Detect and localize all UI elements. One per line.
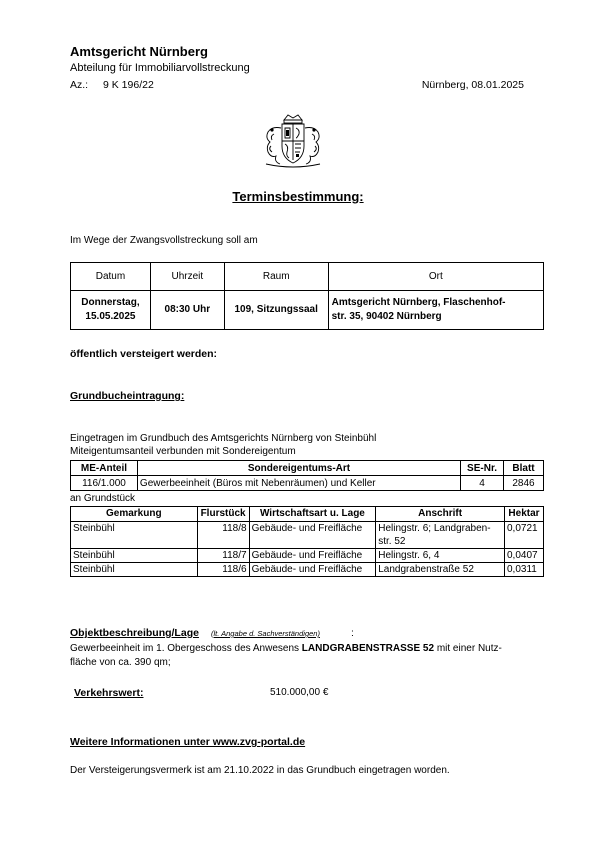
document-title: Terminsbestimmung: [232, 189, 364, 204]
header-district: Gemarkung [71, 507, 198, 522]
header-unit-number: SE-Nr. [461, 461, 504, 476]
object-description-suffix: mit einer Nutz- [434, 643, 502, 654]
table-row [71, 263, 544, 291]
appointment-weekday: Donnerstag, [81, 297, 140, 308]
table-row [71, 461, 544, 476]
market-value: 510.000,00 € [270, 687, 329, 698]
object-address: LANDGRABENSTRASSE 52 [301, 643, 435, 654]
unit-number-value: 4 [461, 476, 504, 491]
department-name: Abteilung für Immobiliarvollstreckung [70, 62, 250, 74]
object-description-line2: fläche von ca. 390 qm; [70, 657, 171, 668]
auction-text: öffentlich versteigert werden: [70, 348, 218, 360]
appointment-place [328, 291, 543, 330]
header-address: Anschrift [376, 507, 505, 522]
land-use-cell: Gebäude- und Freifläche [249, 563, 376, 577]
appointment-room: 109, Sitzungssaal [224, 291, 328, 330]
header-parcel: Flurstück [197, 507, 249, 522]
district-cell: Steinbühl [71, 549, 198, 563]
market-value-label: Verkehrswert: [74, 687, 144, 699]
parcel-table [70, 506, 544, 577]
header-hectare: Hektar [504, 507, 543, 522]
parcel-cell: 118/7 [197, 549, 249, 563]
place-date: Nürnberg, 08.01.2025 [421, 79, 524, 91]
coat-of-arms-icon [262, 114, 324, 168]
sheet-value: 2846 [504, 476, 544, 491]
land-register-text: Eingetragen im Grundbuch des Amtsgerichts Nürnberg von Steinbühl [70, 433, 377, 444]
address-line1: Helingstr. 6; Landgraben- [378, 523, 491, 534]
hectare-cell: 0,0311 [504, 563, 543, 577]
co-ownership-table [70, 460, 544, 491]
land-use-cell: Gebäude- und Freifläche [249, 522, 376, 549]
parcel-cell: 118/8 [197, 522, 249, 549]
hectare-cell: 0,0721 [504, 522, 543, 549]
object-description-note: (lt. Angabe d. Sachverständigen) [211, 629, 320, 638]
land-use-cell: Gebäude- und Freifläche [249, 549, 376, 563]
appointment-day: 15.05.2025 [85, 311, 136, 322]
appointment-time: 08:30 Uhr [150, 291, 224, 330]
header-sheet: Blatt [504, 461, 544, 476]
table-row [71, 549, 544, 563]
header-date: Datum [71, 263, 151, 291]
more-info-link[interactable]: Weitere Informationen unter www.zvg-portal.de [70, 736, 306, 748]
table-row [71, 507, 544, 522]
appointment-place-line1: Amtsgericht Nürnberg, Flaschenhof- [331, 297, 506, 308]
table-row [71, 522, 544, 549]
table-row [71, 476, 544, 491]
land-register-heading: Grundbucheintragung: [70, 390, 185, 402]
co-ownership-text: Miteigentumsanteil verbunden mit Sondereigentum [70, 446, 296, 457]
address-cell: Landgrabenstraße 52 [376, 563, 505, 577]
header-time: Uhrzeit [150, 263, 224, 291]
share-value: 116/1.000 [71, 476, 138, 491]
land-parcel-label: an Grundstück [70, 493, 136, 504]
parcel-cell: 118/6 [197, 563, 249, 577]
object-description-prefix: Gewerbeeinheit im 1. Obergeschoss des Anwesens [70, 643, 302, 654]
object-description-line1 [70, 643, 502, 654]
address-cell: Helingstr. 6, 4 [376, 549, 505, 563]
object-description-colon: : [351, 627, 354, 639]
table-row [71, 291, 544, 330]
appointment-table [70, 262, 544, 330]
appointment-date [71, 291, 151, 330]
register-note: Der Versteigerungsvermerk ist am 21.10.2022 in das Grundbuch eingetragen worden. [70, 765, 450, 776]
district-cell: Steinbühl [71, 563, 198, 577]
header-room: Raum [224, 263, 328, 291]
header-share: ME-Anteil [71, 461, 138, 476]
table-row [71, 563, 544, 577]
court-name: Amtsgericht Nürnberg [70, 44, 208, 59]
header-property-type: Sondereigentums-Art [137, 461, 460, 476]
case-number: 9 K 196/22 [103, 79, 154, 91]
address-line2: str. 52 [378, 536, 406, 547]
intro-text: Im Wege der Zwangsvollstreckung soll am [70, 235, 258, 246]
object-description-heading: Objektbeschreibung/Lage [70, 627, 199, 639]
hectare-cell: 0,0407 [504, 549, 543, 563]
district-cell: Steinbühl [71, 522, 198, 549]
case-number-label: Az.: [70, 79, 89, 91]
address-cell [376, 522, 505, 549]
property-type-value: Gewerbeeinheit (Büros mit Nebenräumen) und Keller [137, 476, 460, 491]
appointment-place-line2: str. 35, 90402 Nürnberg [331, 311, 442, 322]
header-place: Ort [328, 263, 543, 291]
header-land-use: Wirtschaftsart u. Lage [249, 507, 376, 522]
